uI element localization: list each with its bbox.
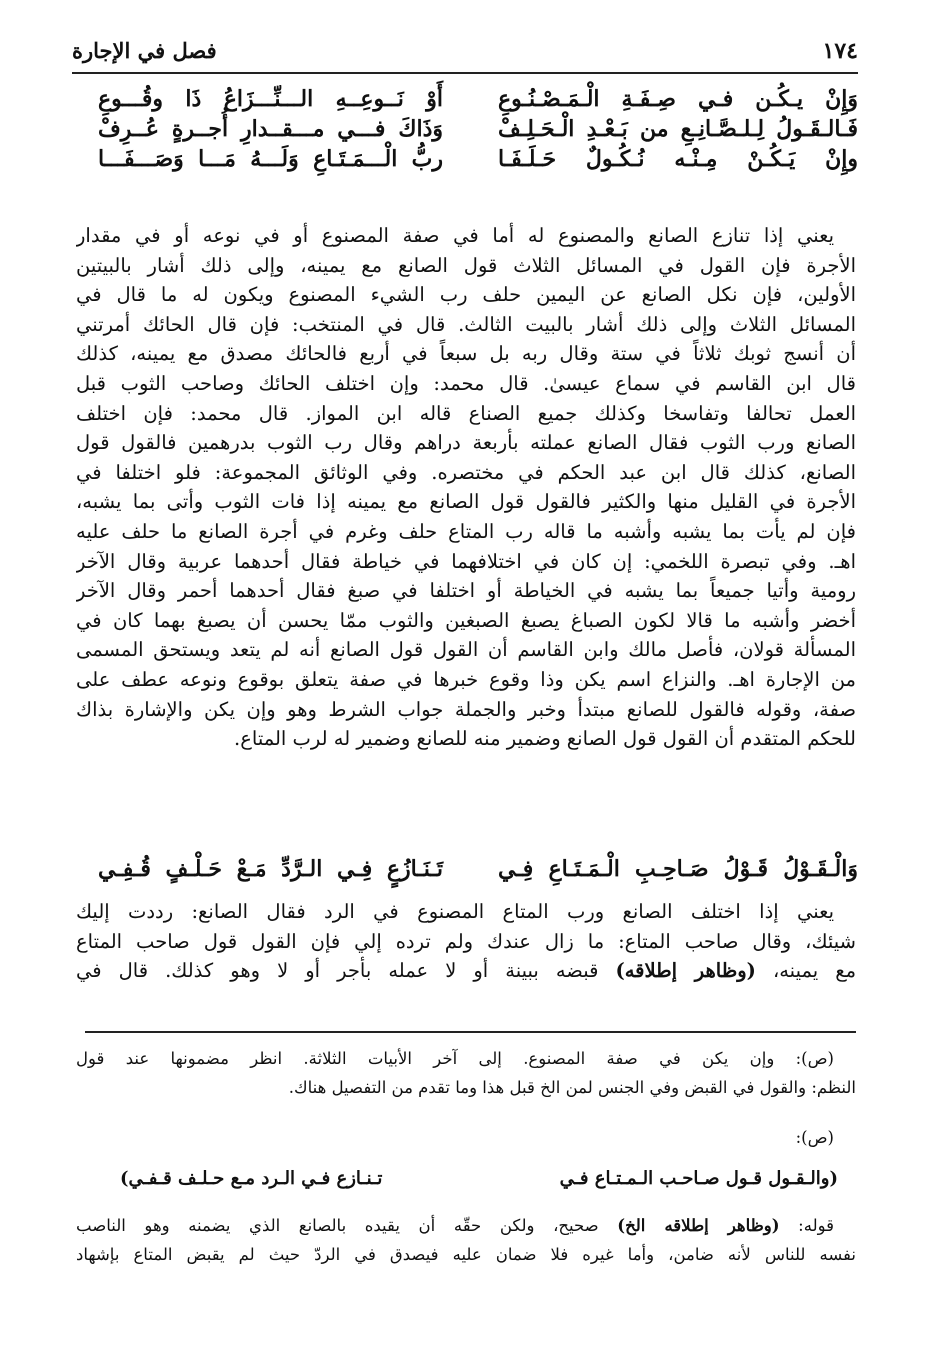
text-line: يعني إذا اختلف الصانع ورب المتاع المصنوع في الرد فقال الصانع: رددت إليك	[76, 900, 834, 923]
commentary-paragraph-2	[76, 897, 856, 986]
text-line: العمل تحالفا وتفاسخا وكذلك جميع الصناع قاله ابن المواز. قال محمد: فإن اختلف	[76, 401, 856, 425]
text-line: الصانع ورب الثوب فقال الصانع عملته بأربعة دراهم وقال رب الثوب بدرهمين فالقول قول	[76, 431, 856, 455]
verse-right-hemistich: فَـالـقَـولُ لِـلـصَّـانِـعِ من بَـعْـدِ الْـحَـلِـفْ	[498, 116, 858, 142]
footnote-line: النظم: والقول في القبض وفي الجنس لمن الخ قبل هذا وما تقدم من التفصيل هناك.	[288, 1078, 856, 1097]
footnote-3	[76, 1211, 856, 1269]
running-title: فصل في الإجارة	[72, 38, 217, 63]
text-line: رومية وأتيا جميعاً بما يشبه في الخياطة أو اختلفا في صبغ فقال أحدهما أحمر وقال الآخر	[76, 579, 856, 603]
text-line: صفة، وقوله فالقول للصانع مبتدأ وخبر والجملة جواب الشرط وهو وإن يكن والإشارة بذاك	[76, 697, 856, 721]
text-segment: صحيح، ولكن حقّه أن يقيده بالصانع الذي يضمنه وهو الناصب	[76, 1216, 599, 1235]
text-line: من الإجارة اهـ. والنزاع اسم يكن وذا وقوع خبرها في صفة يتعلق بوقوع ونوعه عطف على	[76, 667, 856, 691]
footnote-line: (ص): وإن يكن في صفة المصنوع. إلى آخر الأبيات الثلاثة. انظر مضمونها عند قول	[76, 1049, 834, 1068]
bold-quoted-phrase: (وظاهر إطلاقه)	[615, 959, 756, 983]
footnote-1	[76, 1044, 856, 1102]
bold-quoted-phrase: (وظاهر إطلاقه الخ)	[617, 1216, 780, 1235]
footnote-verse	[80, 1168, 856, 1196]
text-segment: مع يمينه،	[772, 959, 856, 983]
text-line: يعني إذا تنازع الصانع والمصنوع له أما في صفة المصنوع أو في نوعه أو في مقدار	[76, 224, 834, 247]
footnote-line: (ص):	[795, 1128, 834, 1147]
verse-line	[80, 116, 858, 146]
text-line: الأجرة فإن القول في المسائل الثلاث قول الصانع مع يمينه، وإلى ذلك أشار بالبيتين	[76, 253, 856, 277]
verse-line-middle	[80, 856, 858, 886]
text-line: للحكم المتقدم أن القول قول الصانع وضمير منه للصانع وضمير له لرب المتاع.	[234, 727, 856, 751]
footnote-2-label	[76, 1123, 856, 1152]
text-line: الأجرة في القليل منها والكثير فالقول قول الصانع مع يمينه إذا فات الثوب وأتى بما يشبه،	[76, 490, 856, 514]
footnote-line: نفسه للناس لأنه ضامن، وأما غيره فلا ضمان عليه فيصدق في الردّ حيث لم يقبض المتاع بإشهاد	[76, 1245, 856, 1264]
text-line: قال ابن القاسم في سماع عيسىٰ. قال محمد: وإن اختلف الحائك وصاحب الثوب قبل	[76, 371, 856, 395]
verse-left-hemistich: أَوْ نَــوعِــهِ الـــنِّـــزَاعُ ذَا وقُـــوعِ	[98, 86, 443, 112]
verse-left-hemistich: وَذَاكَ فـــي مـــقــدارِ أُجــرةٍ عُــرِفْ	[98, 116, 443, 142]
verse-left-hemistich: تـنـازع فـي الـرد مـع حـلـف قـفـي)	[120, 1168, 383, 1189]
verse-left-hemistich: ربُّ الْـــمَـتَـاعِ وَلَـــهُ مَـــا وَصَـــفَـــا	[98, 146, 443, 172]
verse-right-hemistich: وإِنْ يَـكُـنْ مِـنْـه نُـكُـولٌ حَـلَـفَـا	[498, 146, 858, 172]
text-line: الأولين، فإن نكل الصانع عن اليمين حلف رب الشيء المصنوع ويكون له ما قال في	[76, 283, 856, 307]
text-line: أن أنسج ثوبك ثلاثاً في ستة وقال ربه بل سبعاً في أربع فالحائك مصدق مع يمينه، كذلك	[76, 342, 856, 366]
verse-right-hemistich: (والـقـول قـول صـاحـب الـمـتـاع فـي	[559, 1168, 838, 1189]
text-segment: قبضه ببينة أو لا عمله بأجر أو لا وهو كذلك. قال في	[76, 959, 599, 983]
page-number: ١٧٤	[822, 38, 858, 64]
text-line: الصانع، كذلك قال ابن عبد الحكم في مختصره. وفي الوثائق المجموعة: فلو اختلفا في	[76, 460, 856, 484]
commentary-paragraph-1	[76, 221, 856, 754]
text-line: اهـ. وفي تبصرة اللخمي: إن كان في اختلافهما في خياطة فقال أحدهما عربية وقال الآخر	[76, 549, 856, 573]
verse-line	[80, 146, 858, 176]
page-header	[72, 38, 858, 72]
text-line: المسائل الثلاث وإلى ذلك أشار بالبيت الثالث. قال في المنتخب: فإن قال الحائك أمرتني	[76, 312, 856, 336]
text-line: شيئك، وقال صاحب المتاع: ما زال عندك ولم ترده إلي فإن القول قول صاحب المتاع	[76, 929, 856, 953]
footnote-separator	[85, 1031, 856, 1033]
verse-line	[80, 86, 858, 116]
text-line: أخضر وأشبه ما قالا لكون الصباغ يصبغ الصبغين والثوب ممّا يحسن أن يصبغ بهما كان في	[76, 608, 856, 632]
header-rule	[72, 72, 858, 74]
verse-left-hemistich: تَـنَـازُعٍ فِـي الـرَّدِّ مَـعْ حَـلْـفٍ قُـفِـي	[98, 856, 443, 882]
text-line	[76, 956, 856, 986]
verse-right-hemistich: وَإِنْ يـكُـن فـي صِـفَـةِ الْـمَـصْـنُـوعِ	[498, 86, 858, 112]
verse-right-hemistich: وَالْـقَـوْلُ قَـوْلُ صَـاحِـبِ الْـمَـتَـاعِ فِـي	[498, 856, 858, 882]
text-segment: قوله:	[798, 1216, 835, 1235]
text-line: المسألة قولان، فأصل مالك وابن القاسم أن القول قول الصانع أنه لم يتعد ويستحق المسمى	[76, 638, 856, 662]
footnote-line	[76, 1211, 856, 1240]
text-line: فإن لم يأت بما يشبه وأشبه ما قاله رب المتاع حلف وغرم في أجرة الصانع ما حلف عليه	[76, 519, 856, 543]
